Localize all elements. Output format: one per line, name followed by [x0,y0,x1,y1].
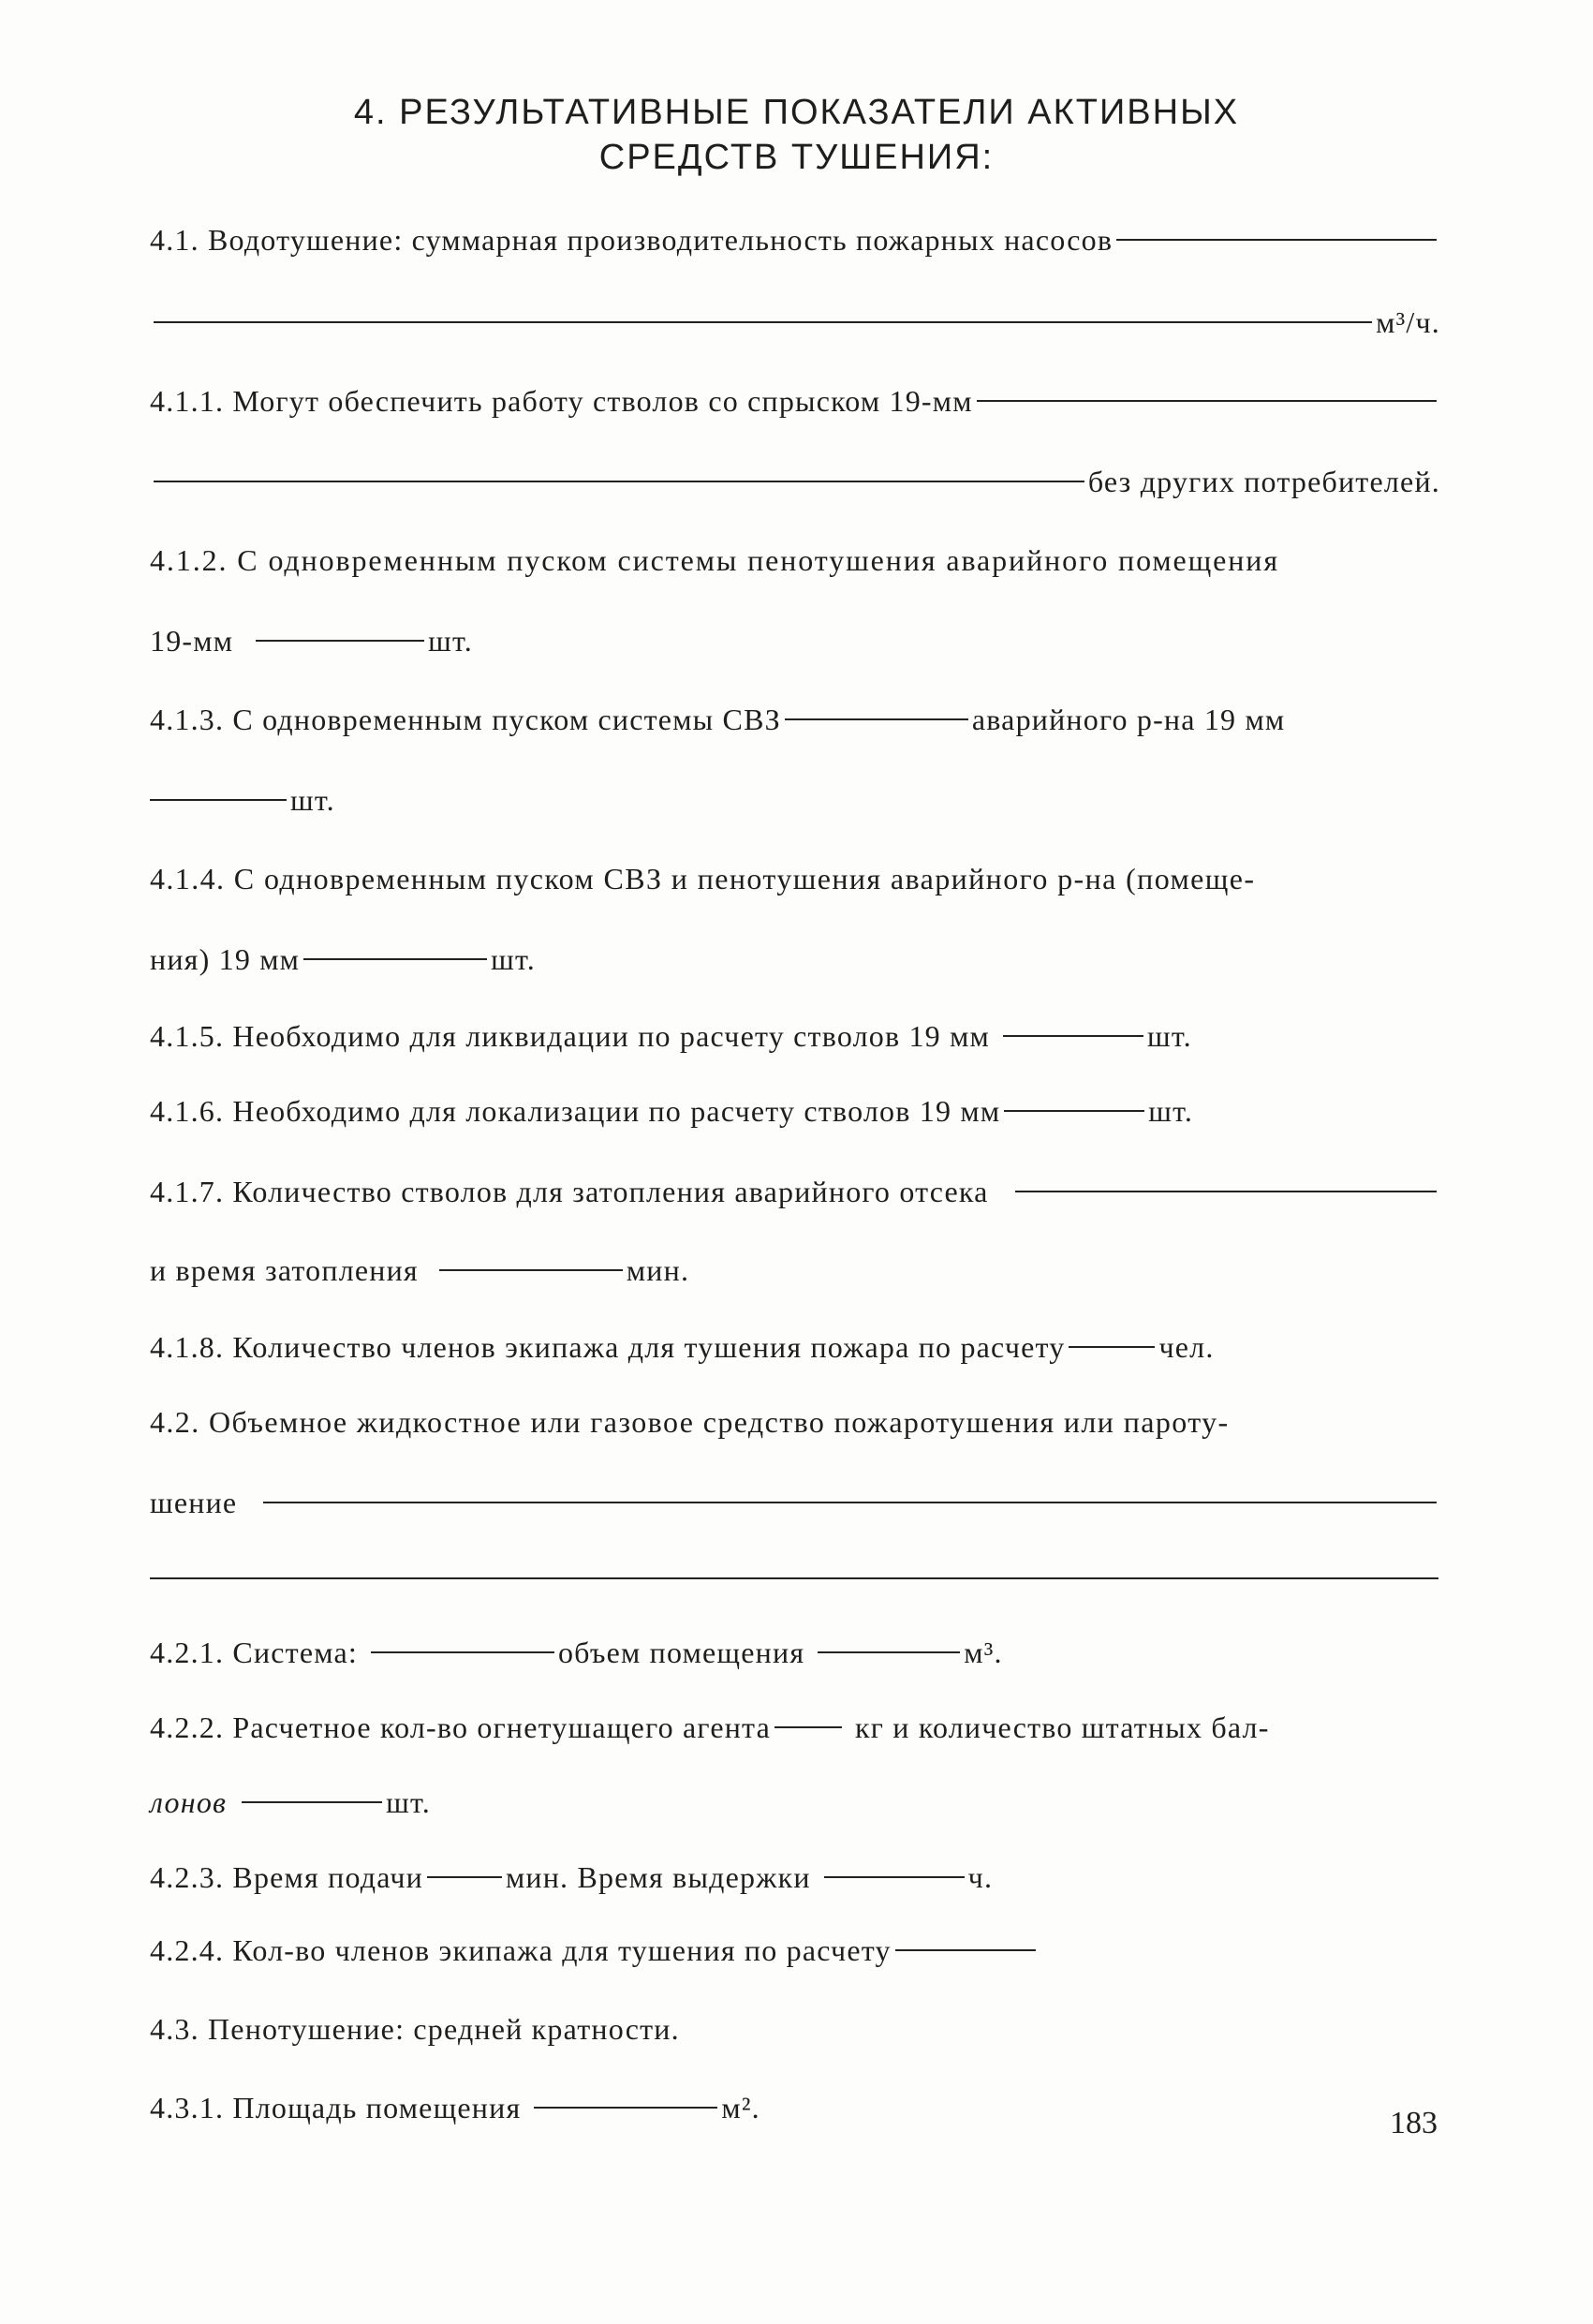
blank-field [1069,1346,1155,1348]
item-4-1-7-unit: мин. [626,1253,690,1287]
blank-field [263,1502,1437,1503]
item-4-1-1 [150,382,1440,420]
blank-field [977,400,1437,402]
item-4-3-1 [150,2089,1440,2126]
item-4-2-2-unit: шт. [386,1785,431,1819]
item-4-1-7-cont [150,1251,1440,1289]
blank-field [242,1801,382,1803]
item-4-2-3-text: 4.2.3. Время подачи [150,1860,423,1894]
blank-field [427,1876,502,1878]
item-4-1-1-cont [150,463,1440,500]
item-4-2-3 [150,1858,1440,1896]
item-4-1-unit: м³/ч. [1376,305,1440,339]
section-heading-line2: СРЕДСТВ ТУШЕНИЯ: [598,138,995,177]
item-4-2-1-mid: объем помещения [557,1636,805,1669]
blank-field [774,1726,842,1728]
item-4-2-1-unit: м³. [964,1636,1003,1669]
item-4-1-5-unit: шт. [1146,1019,1192,1053]
item-4-1-8-text: 4.1.8. Количество членов экипажа для тушения пожара по расчету [150,1330,1066,1364]
item-4-1-7 [150,1173,1440,1210]
item-4-2-2-pre: лонов [150,1785,228,1819]
item-4-1-cont [150,303,1440,341]
item-4-3-text: 4.3. Пенотушение: средней кратности. [150,2012,680,2046]
blank-field [256,640,424,642]
item-4-2-1 [150,1634,1440,1671]
item-4-1-2 [150,541,1440,579]
item-4-2 [150,1403,1440,1441]
item-4-1-3-text: 4.1.3. С одновременным пуском системы СВЗ [150,703,781,736]
blank-field [818,1651,960,1653]
item-4-2-2-text: 4.2.2. Расчетное кол-во огнетушащего агента [150,1710,772,1744]
item-4-2-pre: шение [150,1486,238,1519]
blank-field [534,2107,717,2109]
item-4-1-4-text: 4.1.4. С одновременным пуском СВЗ и пенотушения аварийного р-на (помеще- [150,862,1256,896]
item-4-1-4-unit: шт. [491,942,536,976]
page-number: 183 [1390,2106,1438,2140]
item-4-1-2-unit: шт. [428,624,473,658]
item-4-2-2-cont [150,1784,1440,1821]
item-4-2-4-text: 4.2.4. Кол-во членов экипажа для тушения по расчету [150,1933,892,1967]
item-4-1-3 [150,701,1440,738]
item-4-1-1-text: 4.1.1. Могут обеспечить работу стволов со спрыском 19-мм [150,384,973,418]
item-4-1-7-text: 4.1.7. Количество стволов для затопления аварийного отсека [150,1175,989,1208]
item-4-2-cont [150,1484,1440,1521]
item-4-1-6-unit: шт. [1148,1094,1194,1128]
blank-field [439,1269,623,1271]
blank-field [150,799,287,801]
blank-field [303,958,487,960]
item-4-1-3-unit: шт. [290,783,335,817]
item-4-1-8-unit: чел. [1158,1330,1215,1364]
blank-field [1015,1191,1437,1192]
item-4-2-3-unit: ч. [967,1860,994,1894]
section-heading-line1: 4. РЕЗУЛЬТАТИВНЫЕ ПОКАЗАТЕЛИ АКТИВНЫХ [353,93,1240,132]
item-4-3 [150,2010,1440,2048]
blank-field [785,718,968,720]
item-4-1-3-mid: аварийного р-на 19 мм [971,703,1286,736]
item-4-1-4 [150,860,1440,897]
blank-field [371,1651,554,1653]
blank-field [824,1876,965,1878]
blank-field [1116,239,1437,241]
item-4-1-6-text: 4.1.6. Необходимо для локализации по расчету стволов 19 мм [150,1094,1001,1128]
item-4-1-8 [150,1328,1440,1366]
blank-field [154,481,1084,482]
item-4-1-5-text: 4.1.5. Необходимо для ликвидации по расчету стволов 19 мм [150,1019,990,1053]
item-4-1-2-cont [150,622,1440,659]
item-4-1-2-text: 4.1.2. С одновременным пуском системы пенотушения аварийного помещения [150,543,1279,577]
item-4-2-text: 4.2. Объемное жидкостное или газовое средство пожаротушения или пароту- [150,1405,1230,1439]
item-4-1-1-tail: без других потребителей. [1087,465,1440,498]
blank-line [150,1577,1438,1579]
item-4-1-4-cont [150,940,1440,978]
item-4-2-2 [150,1709,1440,1746]
item-4-1-text: 4.1. Водотушение: суммарная производительность пожарных насосов [150,223,1114,257]
item-4-1 [150,221,1440,259]
blank-field [1004,1110,1144,1112]
item-4-1-4-pre: ния) 19 мм [150,942,301,976]
blank-field [895,1949,1036,1951]
blank-field [154,321,1372,323]
item-4-2-3-mid: мин. Время выдержки [505,1860,811,1894]
item-4-1-6 [150,1092,1440,1130]
item-4-1-7-pre: и время затопления [150,1253,419,1287]
item-4-2-1-text: 4.2.1. Система: [150,1636,358,1669]
item-4-1-2-pre: 19-мм [150,624,234,658]
item-4-3-1-text: 4.3.1. Площадь помещения [150,2091,522,2124]
item-4-3-1-unit: м². [721,2091,760,2124]
item-4-1-5 [150,1017,1440,1055]
item-4-2-4 [150,1932,1440,1969]
item-4-2-2-mid: кг и количество штатных бал- [855,1710,1270,1744]
blank-field [1003,1035,1143,1037]
item-4-1-3-cont [150,781,1440,819]
